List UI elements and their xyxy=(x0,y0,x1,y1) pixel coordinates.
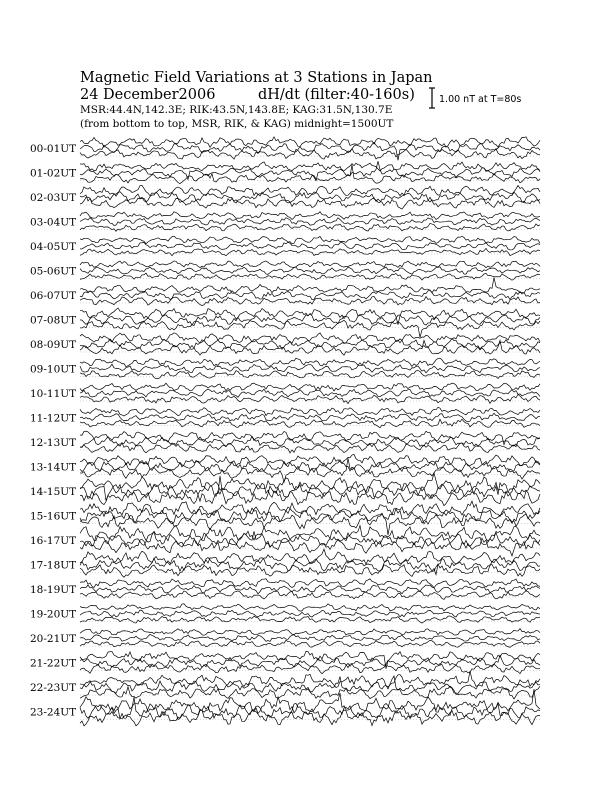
trace-rik xyxy=(80,610,540,617)
row-label: 15-16UT xyxy=(30,510,77,523)
row-label: 11-12UT xyxy=(30,412,77,425)
station-coordinates: MSR:44.4N,142.3E; RIK:43.5N,143.8E; KAG:31.5N,130.7E xyxy=(80,104,393,116)
trace-kag xyxy=(80,671,540,687)
trace-rik xyxy=(80,142,540,160)
row-label: 19-20UT xyxy=(30,608,77,621)
trace-rik xyxy=(80,161,540,181)
row-label: 03-04UT xyxy=(30,216,77,229)
row-label: 07-08UT xyxy=(30,314,77,327)
trace-kag xyxy=(80,358,540,367)
trace-msr xyxy=(80,663,540,673)
trace-msr xyxy=(80,686,540,699)
chart-title: Magnetic Field Variations at 3 Stations in Japan xyxy=(80,70,433,86)
trace-msr xyxy=(80,197,540,209)
trace-msr xyxy=(80,296,540,305)
trace-rik xyxy=(80,585,540,594)
scale-bar-label: 1.00 nT at T=80s xyxy=(439,94,522,105)
row-label: 13-14UT xyxy=(30,461,77,474)
trace-kag xyxy=(80,383,540,391)
row-label: 04-05UT xyxy=(30,241,77,253)
trace-msr xyxy=(80,476,540,506)
trace-kag xyxy=(80,261,540,268)
row-label: 16-17UT xyxy=(30,535,77,547)
trace-kag xyxy=(80,526,540,543)
trace-kag xyxy=(80,407,540,416)
trace-kag xyxy=(80,185,540,196)
trace-rik xyxy=(80,242,540,250)
trace-rik xyxy=(80,267,540,274)
trace-msr xyxy=(80,419,540,428)
row-label: 20-21UT xyxy=(30,633,77,645)
trace-kag xyxy=(80,308,540,325)
row-label: 18-19UT xyxy=(30,584,77,596)
trace-kag xyxy=(80,162,540,171)
trace-kag xyxy=(80,604,540,611)
trace-msr xyxy=(80,710,540,726)
trace-rik xyxy=(80,557,540,574)
trace-rik xyxy=(80,697,540,719)
trace-rik xyxy=(80,364,540,373)
row-label: 21-22UT xyxy=(30,657,77,670)
trace-order-note: (from bottom to top, MSR, RIK, & KAG) midnight=1500UT xyxy=(80,118,394,130)
trace-msr xyxy=(80,514,540,535)
row-label: 10-11UT xyxy=(30,388,77,400)
row-label: 08-09UT xyxy=(30,339,77,351)
trace-msr xyxy=(80,320,540,337)
chart-quantity: dH/dt (filter:40-160s) xyxy=(258,87,415,103)
chart-date: 24 December2006 xyxy=(80,87,216,103)
trace-msr xyxy=(80,149,540,160)
trace-rik xyxy=(80,634,540,641)
row-label: 01-02UT xyxy=(30,167,77,180)
trace-msr xyxy=(80,640,540,647)
trace-kag xyxy=(80,212,540,220)
row-label: 00-01UT xyxy=(30,143,77,155)
trace-kag xyxy=(80,501,540,516)
row-label: 17-18UT xyxy=(30,559,77,572)
trace-rik xyxy=(80,655,540,667)
trace-msr xyxy=(80,273,540,280)
trace-msr xyxy=(80,591,540,600)
row-label: 02-03UT xyxy=(30,192,77,204)
trace-msr xyxy=(80,371,540,379)
row-label: 12-13UT xyxy=(30,437,77,449)
trace-kag xyxy=(80,454,540,466)
trace-kag xyxy=(80,137,540,147)
trace-rik xyxy=(80,218,540,226)
trace-msr xyxy=(80,223,540,231)
row-label: 06-07UT xyxy=(30,290,77,302)
trace-kag xyxy=(80,236,540,244)
trace-kag xyxy=(80,278,540,294)
trace-msr xyxy=(80,616,540,623)
trace-msr xyxy=(80,538,540,556)
trace-msr xyxy=(80,248,540,255)
trace-rik xyxy=(80,389,540,397)
row-label: 05-06UT xyxy=(30,265,77,278)
row-label: 22-23UT xyxy=(30,682,77,694)
row-label: 14-15UT xyxy=(30,486,77,498)
row-label: 09-10UT xyxy=(30,363,77,376)
scale-bar xyxy=(429,88,435,108)
trace-kag xyxy=(80,579,540,588)
trace-kag xyxy=(80,629,540,636)
trace-msr xyxy=(80,443,540,453)
trace-rik xyxy=(80,413,540,422)
row-label: 23-24UT xyxy=(30,706,77,719)
trace-rik xyxy=(80,531,540,548)
trace-kag xyxy=(80,473,540,494)
